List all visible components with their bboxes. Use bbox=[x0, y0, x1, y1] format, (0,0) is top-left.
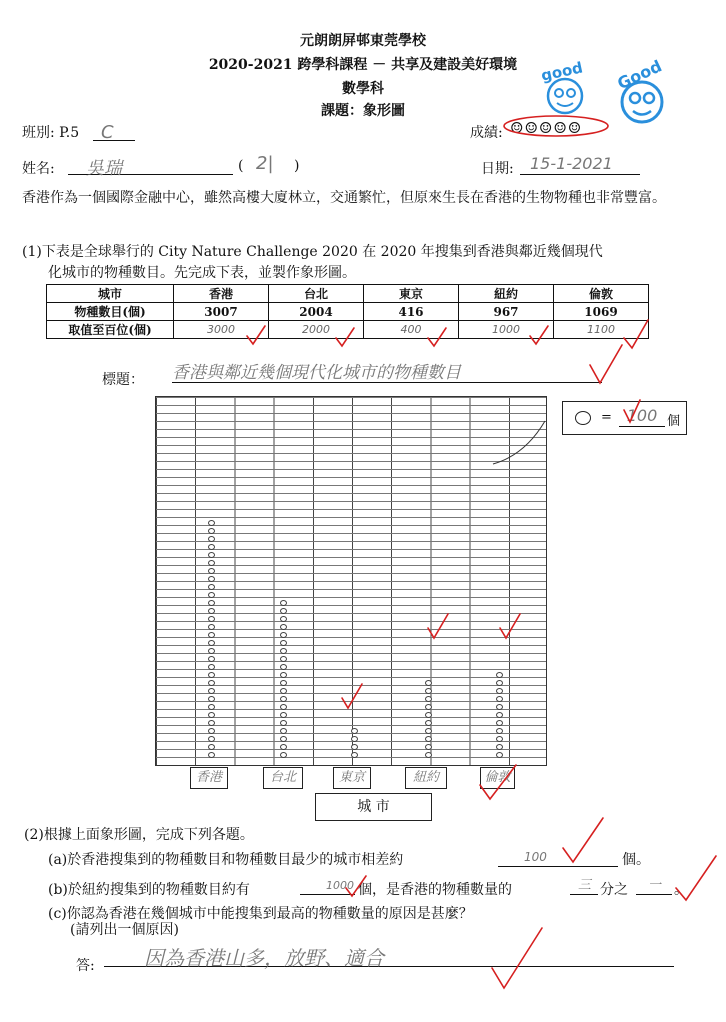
x-axis-label: 城 市 bbox=[315, 793, 432, 821]
sticker-text: Good bbox=[614, 58, 665, 94]
subject-title: 數學科 bbox=[342, 81, 384, 97]
table-header: 紐約 bbox=[459, 285, 554, 303]
table-cell: 400 bbox=[364, 321, 459, 339]
school-name: 元朗朗屏邨東莞學校 bbox=[300, 33, 426, 49]
table-header: 城市 bbox=[47, 285, 174, 303]
q2b-text1: (b)於紐約搜集到的物種數目約有 bbox=[48, 882, 250, 898]
q2b-text3: 分之 bbox=[600, 882, 628, 898]
table-header: 東京 bbox=[364, 285, 459, 303]
legend-unit: 個 bbox=[667, 414, 681, 429]
row-label: 物種數目(個) bbox=[47, 303, 174, 321]
q2b-answer1: 1000 bbox=[326, 879, 354, 892]
table-cell: 1100 bbox=[554, 321, 649, 339]
grade-faces: ☺☺☺☺☺ bbox=[510, 119, 583, 137]
q2b-text2: 個，是香港的物種數量的 bbox=[358, 882, 512, 898]
check-icon bbox=[346, 876, 366, 896]
q2c-text: (c)你認為香港在幾個城市中能搜集到最高的物種數量的原因是甚麼？ bbox=[48, 906, 473, 922]
row-label: 取值至百位(個) bbox=[47, 321, 174, 339]
course-title: 2020-2021 跨學科課程 － 共享及建設美好環境 bbox=[208, 57, 518, 73]
table-header: 香港 bbox=[174, 285, 269, 303]
answer-value: 因為香港山多，放野、適合 bbox=[144, 946, 384, 970]
q1-line2: 化城市的物種數目。先完成下表，並製作象形圖。 bbox=[48, 265, 356, 281]
chart-title-label: 標題： bbox=[102, 372, 144, 388]
check-icon bbox=[624, 400, 640, 422]
category-label: 倫敦 bbox=[480, 767, 515, 789]
check-icon bbox=[624, 320, 648, 348]
class-value: C bbox=[101, 122, 114, 143]
table-cell: 1069 bbox=[554, 303, 649, 321]
q2b-answer2: 三 bbox=[578, 878, 592, 893]
table-cell: 1000 bbox=[459, 321, 554, 339]
category-label: 香港 bbox=[190, 767, 228, 789]
date-value: 15-1-2021 bbox=[530, 154, 613, 173]
pencil-stroke bbox=[493, 421, 545, 464]
number-close: ) bbox=[294, 158, 300, 174]
table-header: 台北 bbox=[269, 285, 364, 303]
q2b-end: 。 bbox=[674, 882, 688, 898]
check-icon bbox=[247, 326, 265, 344]
answer-label: 答: bbox=[76, 958, 95, 974]
q2-intro: (2)根據上面象形圖，完成下列各題。 bbox=[24, 827, 254, 843]
check-icon bbox=[500, 614, 520, 638]
name-value: 吳瑞 bbox=[86, 158, 122, 179]
q2a-answer: 100 bbox=[524, 850, 547, 864]
check-icon bbox=[336, 328, 354, 346]
grade-label: 成績: bbox=[470, 125, 503, 141]
date-label: 日期: bbox=[481, 161, 514, 177]
number-value: 2| bbox=[256, 153, 274, 174]
topic-title: 課題：象形圖 bbox=[321, 103, 405, 119]
q2a-unit: 個。 bbox=[622, 852, 650, 868]
table-cell: 3007 bbox=[174, 303, 269, 321]
check-icon bbox=[428, 328, 446, 346]
legend-equals: = bbox=[601, 410, 612, 425]
grade-circle bbox=[504, 116, 608, 136]
name-label: 姓名: bbox=[22, 161, 55, 177]
check-icon bbox=[563, 818, 603, 862]
category-label: 台北 bbox=[263, 767, 303, 789]
chart-title-value: 香港與鄰近幾個現代化城市的物種數目 bbox=[172, 363, 461, 383]
legend-value: 100 bbox=[619, 406, 665, 427]
number-open: ( bbox=[238, 158, 244, 174]
check-icon bbox=[676, 856, 716, 900]
category-label: 紐約 bbox=[405, 767, 447, 789]
table-cell: 967 bbox=[459, 303, 554, 321]
table-cell: 416 bbox=[364, 303, 459, 321]
check-icon bbox=[492, 928, 542, 988]
table-cell: 2000 bbox=[269, 321, 364, 339]
check-icon bbox=[590, 345, 622, 383]
table-cell: 2004 bbox=[269, 303, 364, 321]
q1-line1: (1)下表是全球舉行的 City Nature Challenge 2020 在 2020 年搜集到香港與鄰近幾個現代 bbox=[22, 244, 603, 260]
check-icon bbox=[530, 326, 548, 344]
q2c-subtext: (請列出一個原因) bbox=[70, 922, 179, 938]
sticker-text: good bbox=[539, 60, 585, 85]
q2b-answer3: 一 bbox=[648, 878, 662, 893]
q2a-text: (a)於香港搜集到的物種數目和物種數目最少的城市相差約 bbox=[48, 852, 404, 868]
check-icon bbox=[428, 614, 448, 638]
class-label: 班別: P.5 bbox=[22, 125, 80, 141]
category-label: 東京 bbox=[333, 767, 371, 789]
check-icon bbox=[480, 765, 516, 799]
table-cell: 3000 bbox=[174, 321, 269, 339]
table-header: 倫敦 bbox=[554, 285, 649, 303]
intro-paragraph: 香港作為一個國際金融中心，雖然高樓大廈林立，交通繁忙，但原來生長在香港的生物物種也非常豐富。 bbox=[22, 190, 666, 206]
check-icon bbox=[342, 684, 362, 708]
